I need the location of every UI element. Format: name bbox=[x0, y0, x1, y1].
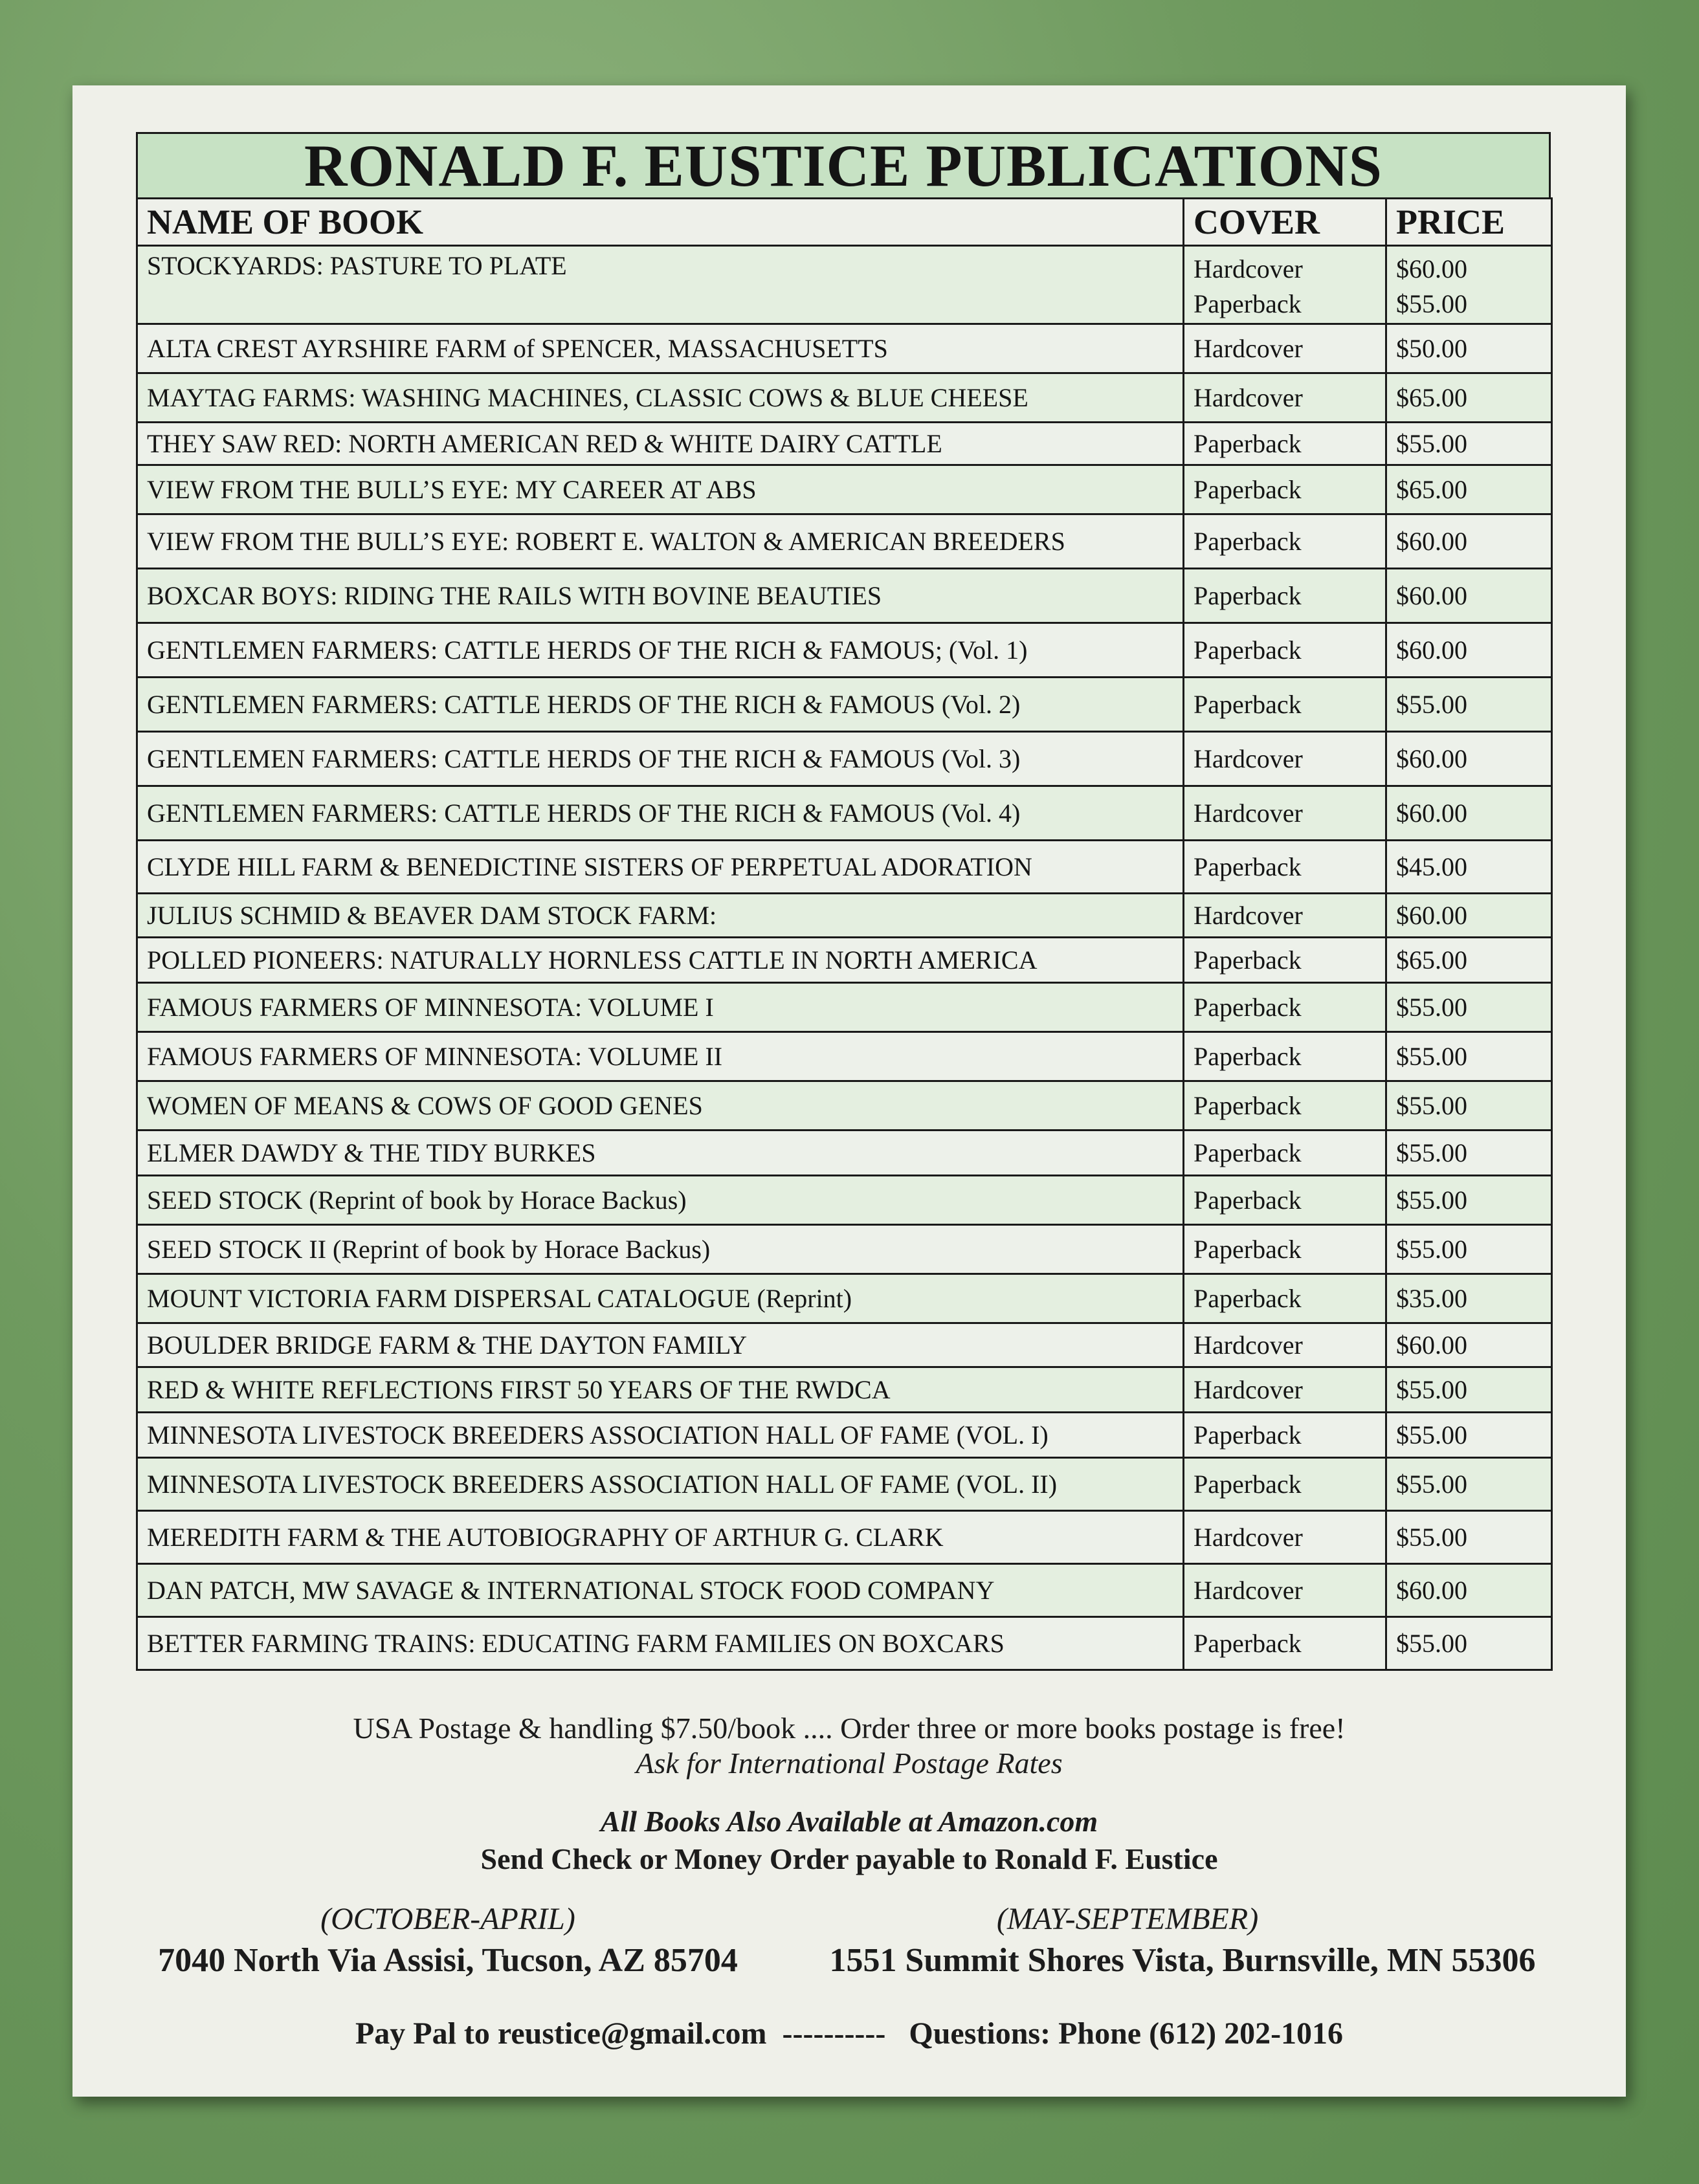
book-title: SEED STOCK (Reprint of book by Horace Backus) bbox=[137, 1176, 1184, 1225]
header-price: PRICE bbox=[1386, 199, 1552, 246]
table-row bbox=[137, 1274, 1552, 1323]
table-row bbox=[137, 423, 1552, 465]
book-title: BETTER FARMING TRAINS: EDUCATING FARM FAMILIES ON BOXCARS bbox=[137, 1617, 1184, 1670]
table-row bbox=[137, 1131, 1552, 1176]
book-cover: Paperback bbox=[1184, 1131, 1386, 1176]
table-row bbox=[137, 786, 1552, 841]
table-row bbox=[137, 514, 1552, 569]
table-row bbox=[137, 1511, 1552, 1564]
price-list-sheet bbox=[72, 85, 1626, 2097]
book-cover: Hardcover bbox=[1184, 894, 1386, 938]
payable-note: Send Check or Money Order payable to Ronald F. Eustice bbox=[480, 1842, 1218, 1875]
book-cover: Paperback bbox=[1184, 514, 1386, 569]
book-price: $55.00 bbox=[1386, 1032, 1552, 1081]
book-title: GENTLEMEN FARMERS: CATTLE HERDS OF THE RICH & FAMOUS; (Vol. 1) bbox=[137, 623, 1184, 678]
table-row bbox=[137, 1225, 1552, 1274]
book-cover: Paperback bbox=[1184, 1458, 1386, 1511]
book-cover: Paperback bbox=[1184, 841, 1386, 894]
book-title: SEED STOCK II (Reprint of book by Horace Backus) bbox=[137, 1225, 1184, 1274]
book-title: MAYTAG FARMS: WASHING MACHINES, CLASSIC COWS & BLUE CHEESE bbox=[137, 373, 1184, 423]
book-rows bbox=[137, 246, 1552, 1670]
table-row bbox=[137, 1564, 1552, 1617]
book-cover: Hardcover bbox=[1184, 786, 1386, 841]
book-cover bbox=[1184, 246, 1386, 324]
book-price: $60.00 bbox=[1386, 1564, 1552, 1617]
book-price: $60.00 bbox=[1386, 894, 1552, 938]
address-winter: 7040 North Via Assisi, Tucson, AZ 85704 bbox=[158, 1942, 738, 1979]
book-title: CLYDE HILL FARM & BENEDICTINE SISTERS OF PERPETUAL ADORATION bbox=[137, 841, 1184, 894]
table-row bbox=[137, 623, 1552, 678]
book-title: DAN PATCH, MW SAVAGE & INTERNATIONAL STOCK FOOD COMPANY bbox=[137, 1564, 1184, 1617]
book-price: $60.00 bbox=[1386, 623, 1552, 678]
book-price-option: $55.00 bbox=[1396, 289, 1467, 318]
book-title: POLLED PIONEERS: NATURALLY HORNLESS CATTLE IN NORTH AMERICA bbox=[137, 938, 1184, 983]
book-title: GENTLEMEN FARMERS: CATTLE HERDS OF THE RICH & FAMOUS (Vol. 4) bbox=[137, 786, 1184, 841]
book-title: VIEW FROM THE BULL’S EYE: MY CAREER AT ABS bbox=[137, 465, 1184, 514]
book-cover: Paperback bbox=[1184, 623, 1386, 678]
book-cover: Hardcover bbox=[1184, 1323, 1386, 1367]
season-winter-label: (OCTOBER-APRIL) bbox=[320, 1902, 575, 1936]
book-title: RED & WHITE REFLECTIONS FIRST 50 YEARS OF THE RWDCA bbox=[137, 1367, 1184, 1413]
book-price: $55.00 bbox=[1386, 1367, 1552, 1413]
book-cover: Paperback bbox=[1184, 1413, 1386, 1458]
book-price: $55.00 bbox=[1386, 983, 1552, 1032]
book-price: $65.00 bbox=[1386, 373, 1552, 423]
book-cover: Hardcover bbox=[1184, 1564, 1386, 1617]
book-price-option: $60.00 bbox=[1396, 254, 1467, 283]
book-title: WOMEN OF MEANS & COWS OF GOOD GENES bbox=[137, 1081, 1184, 1131]
table-row bbox=[137, 894, 1552, 938]
book-title: VIEW FROM THE BULL’S EYE: ROBERT E. WALTON & AMERICAN BREEDERS bbox=[137, 514, 1184, 569]
book-cover: Paperback bbox=[1184, 1274, 1386, 1323]
table-row bbox=[137, 1617, 1552, 1670]
page-title: RONALD F. EUSTICE PUBLICATIONS bbox=[136, 132, 1551, 199]
book-cover: Paperback bbox=[1184, 569, 1386, 623]
table-row bbox=[137, 1176, 1552, 1225]
international-note: Ask for International Postage Rates bbox=[636, 1747, 1063, 1780]
book-price: $45.00 bbox=[1386, 841, 1552, 894]
book-cover: Paperback bbox=[1184, 465, 1386, 514]
table-row bbox=[137, 678, 1552, 732]
book-price: $55.00 bbox=[1386, 1458, 1552, 1511]
postage-note: USA Postage & handling $7.50/book .... Order three or more books postage is free! bbox=[353, 1712, 1346, 1745]
book-price: $55.00 bbox=[1386, 1511, 1552, 1564]
table-row bbox=[137, 1323, 1552, 1367]
book-cover: Hardcover bbox=[1184, 324, 1386, 373]
table-row bbox=[137, 373, 1552, 423]
book-price: $35.00 bbox=[1386, 1274, 1552, 1323]
table-row bbox=[137, 732, 1552, 786]
address-summer: 1551 Summit Shores Vista, Burnsville, MN 55306 bbox=[829, 1942, 1536, 1979]
table-row bbox=[137, 938, 1552, 983]
book-price: $55.00 bbox=[1386, 1413, 1552, 1458]
header-name-of-book: NAME OF BOOK bbox=[137, 199, 1184, 246]
book-title: THEY SAW RED: NORTH AMERICAN RED & WHITE DAIRY CATTLE bbox=[137, 423, 1184, 465]
book-price: $60.00 bbox=[1386, 514, 1552, 569]
book-price: $55.00 bbox=[1386, 1176, 1552, 1225]
book-cover: Paperback bbox=[1184, 678, 1386, 732]
book-title: GENTLEMEN FARMERS: CATTLE HERDS OF THE RICH & FAMOUS (Vol. 2) bbox=[137, 678, 1184, 732]
book-cover: Paperback bbox=[1184, 983, 1386, 1032]
book-price: $55.00 bbox=[1386, 1131, 1552, 1176]
book-cover: Paperback bbox=[1184, 1081, 1386, 1131]
book-price: $60.00 bbox=[1386, 732, 1552, 786]
table-row bbox=[137, 1413, 1552, 1458]
book-title: ELMER DAWDY & THE TIDY BURKES bbox=[137, 1131, 1184, 1176]
contact-line: Pay Pal to reustice@gmail.com ---------- Questions: Phone (612) 202-1016 bbox=[355, 2016, 1344, 2051]
book-cover-option: Hardcover bbox=[1194, 254, 1303, 283]
book-title: FAMOUS FARMERS OF MINNESOTA: VOLUME I bbox=[137, 983, 1184, 1032]
book-cover: Paperback bbox=[1184, 1176, 1386, 1225]
book-title: MINNESOTA LIVESTOCK BREEDERS ASSOCIATION HALL OF FAME (VOL. II) bbox=[137, 1458, 1184, 1511]
book-price bbox=[1386, 246, 1552, 324]
book-price: $65.00 bbox=[1386, 938, 1552, 983]
book-cover: Paperback bbox=[1184, 1225, 1386, 1274]
book-cover-option: Paperback bbox=[1194, 289, 1302, 318]
book-title: MEREDITH FARM & THE AUTOBIOGRAPHY OF ARTHUR G. CLARK bbox=[137, 1511, 1184, 1564]
book-price-table bbox=[136, 197, 1553, 1671]
book-title: JULIUS SCHMID & BEAVER DAM STOCK FARM: bbox=[137, 894, 1184, 938]
book-cover: Hardcover bbox=[1184, 1367, 1386, 1413]
table-row bbox=[137, 1032, 1552, 1081]
book-price: $55.00 bbox=[1386, 423, 1552, 465]
table-row bbox=[137, 1458, 1552, 1511]
table-row bbox=[137, 841, 1552, 894]
table-row bbox=[137, 1081, 1552, 1131]
book-price: $50.00 bbox=[1386, 324, 1552, 373]
book-cover: Paperback bbox=[1184, 1617, 1386, 1670]
book-cover: Paperback bbox=[1184, 1032, 1386, 1081]
book-price: $55.00 bbox=[1386, 678, 1552, 732]
book-price: $55.00 bbox=[1386, 1081, 1552, 1131]
book-price: $65.00 bbox=[1386, 465, 1552, 514]
book-title: MOUNT VICTORIA FARM DISPERSAL CATALOGUE (Reprint) bbox=[137, 1274, 1184, 1323]
book-title: FAMOUS FARMERS OF MINNESOTA: VOLUME II bbox=[137, 1032, 1184, 1081]
table-row bbox=[137, 324, 1552, 373]
book-cover: Paperback bbox=[1184, 423, 1386, 465]
book-title: BOXCAR BOYS: RIDING THE RAILS WITH BOVINE BEAUTIES bbox=[137, 569, 1184, 623]
table-row bbox=[137, 1367, 1552, 1413]
table-row bbox=[137, 983, 1552, 1032]
table-header-row bbox=[137, 199, 1552, 246]
book-title: STOCKYARDS: PASTURE TO PLATE bbox=[137, 246, 1184, 324]
book-title: GENTLEMEN FARMERS: CATTLE HERDS OF THE RICH & FAMOUS (Vol. 3) bbox=[137, 732, 1184, 786]
book-price: $60.00 bbox=[1386, 786, 1552, 841]
book-title: BOULDER BRIDGE FARM & THE DAYTON FAMILY bbox=[137, 1323, 1184, 1367]
table-row bbox=[137, 569, 1552, 623]
book-cover: Paperback bbox=[1184, 938, 1386, 983]
book-cover: Hardcover bbox=[1184, 732, 1386, 786]
book-price: $60.00 bbox=[1386, 1323, 1552, 1367]
table-row bbox=[137, 465, 1552, 514]
table-row bbox=[137, 246, 1552, 324]
book-price: $60.00 bbox=[1386, 569, 1552, 623]
season-summer-label: (MAY-SEPTEMBER) bbox=[996, 1902, 1259, 1936]
header-cover: COVER bbox=[1184, 199, 1386, 246]
book-title: MINNESOTA LIVESTOCK BREEDERS ASSOCIATION HALL OF FAME (VOL. I) bbox=[137, 1413, 1184, 1458]
book-cover: Hardcover bbox=[1184, 373, 1386, 423]
amazon-note: All Books Also Available at Amazon.com bbox=[600, 1805, 1098, 1838]
book-price: $55.00 bbox=[1386, 1225, 1552, 1274]
book-cover: Hardcover bbox=[1184, 1511, 1386, 1564]
book-title: ALTA CREST AYRSHIRE FARM of SPENCER, MASSACHUSETTS bbox=[137, 324, 1184, 373]
book-price: $55.00 bbox=[1386, 1617, 1552, 1670]
